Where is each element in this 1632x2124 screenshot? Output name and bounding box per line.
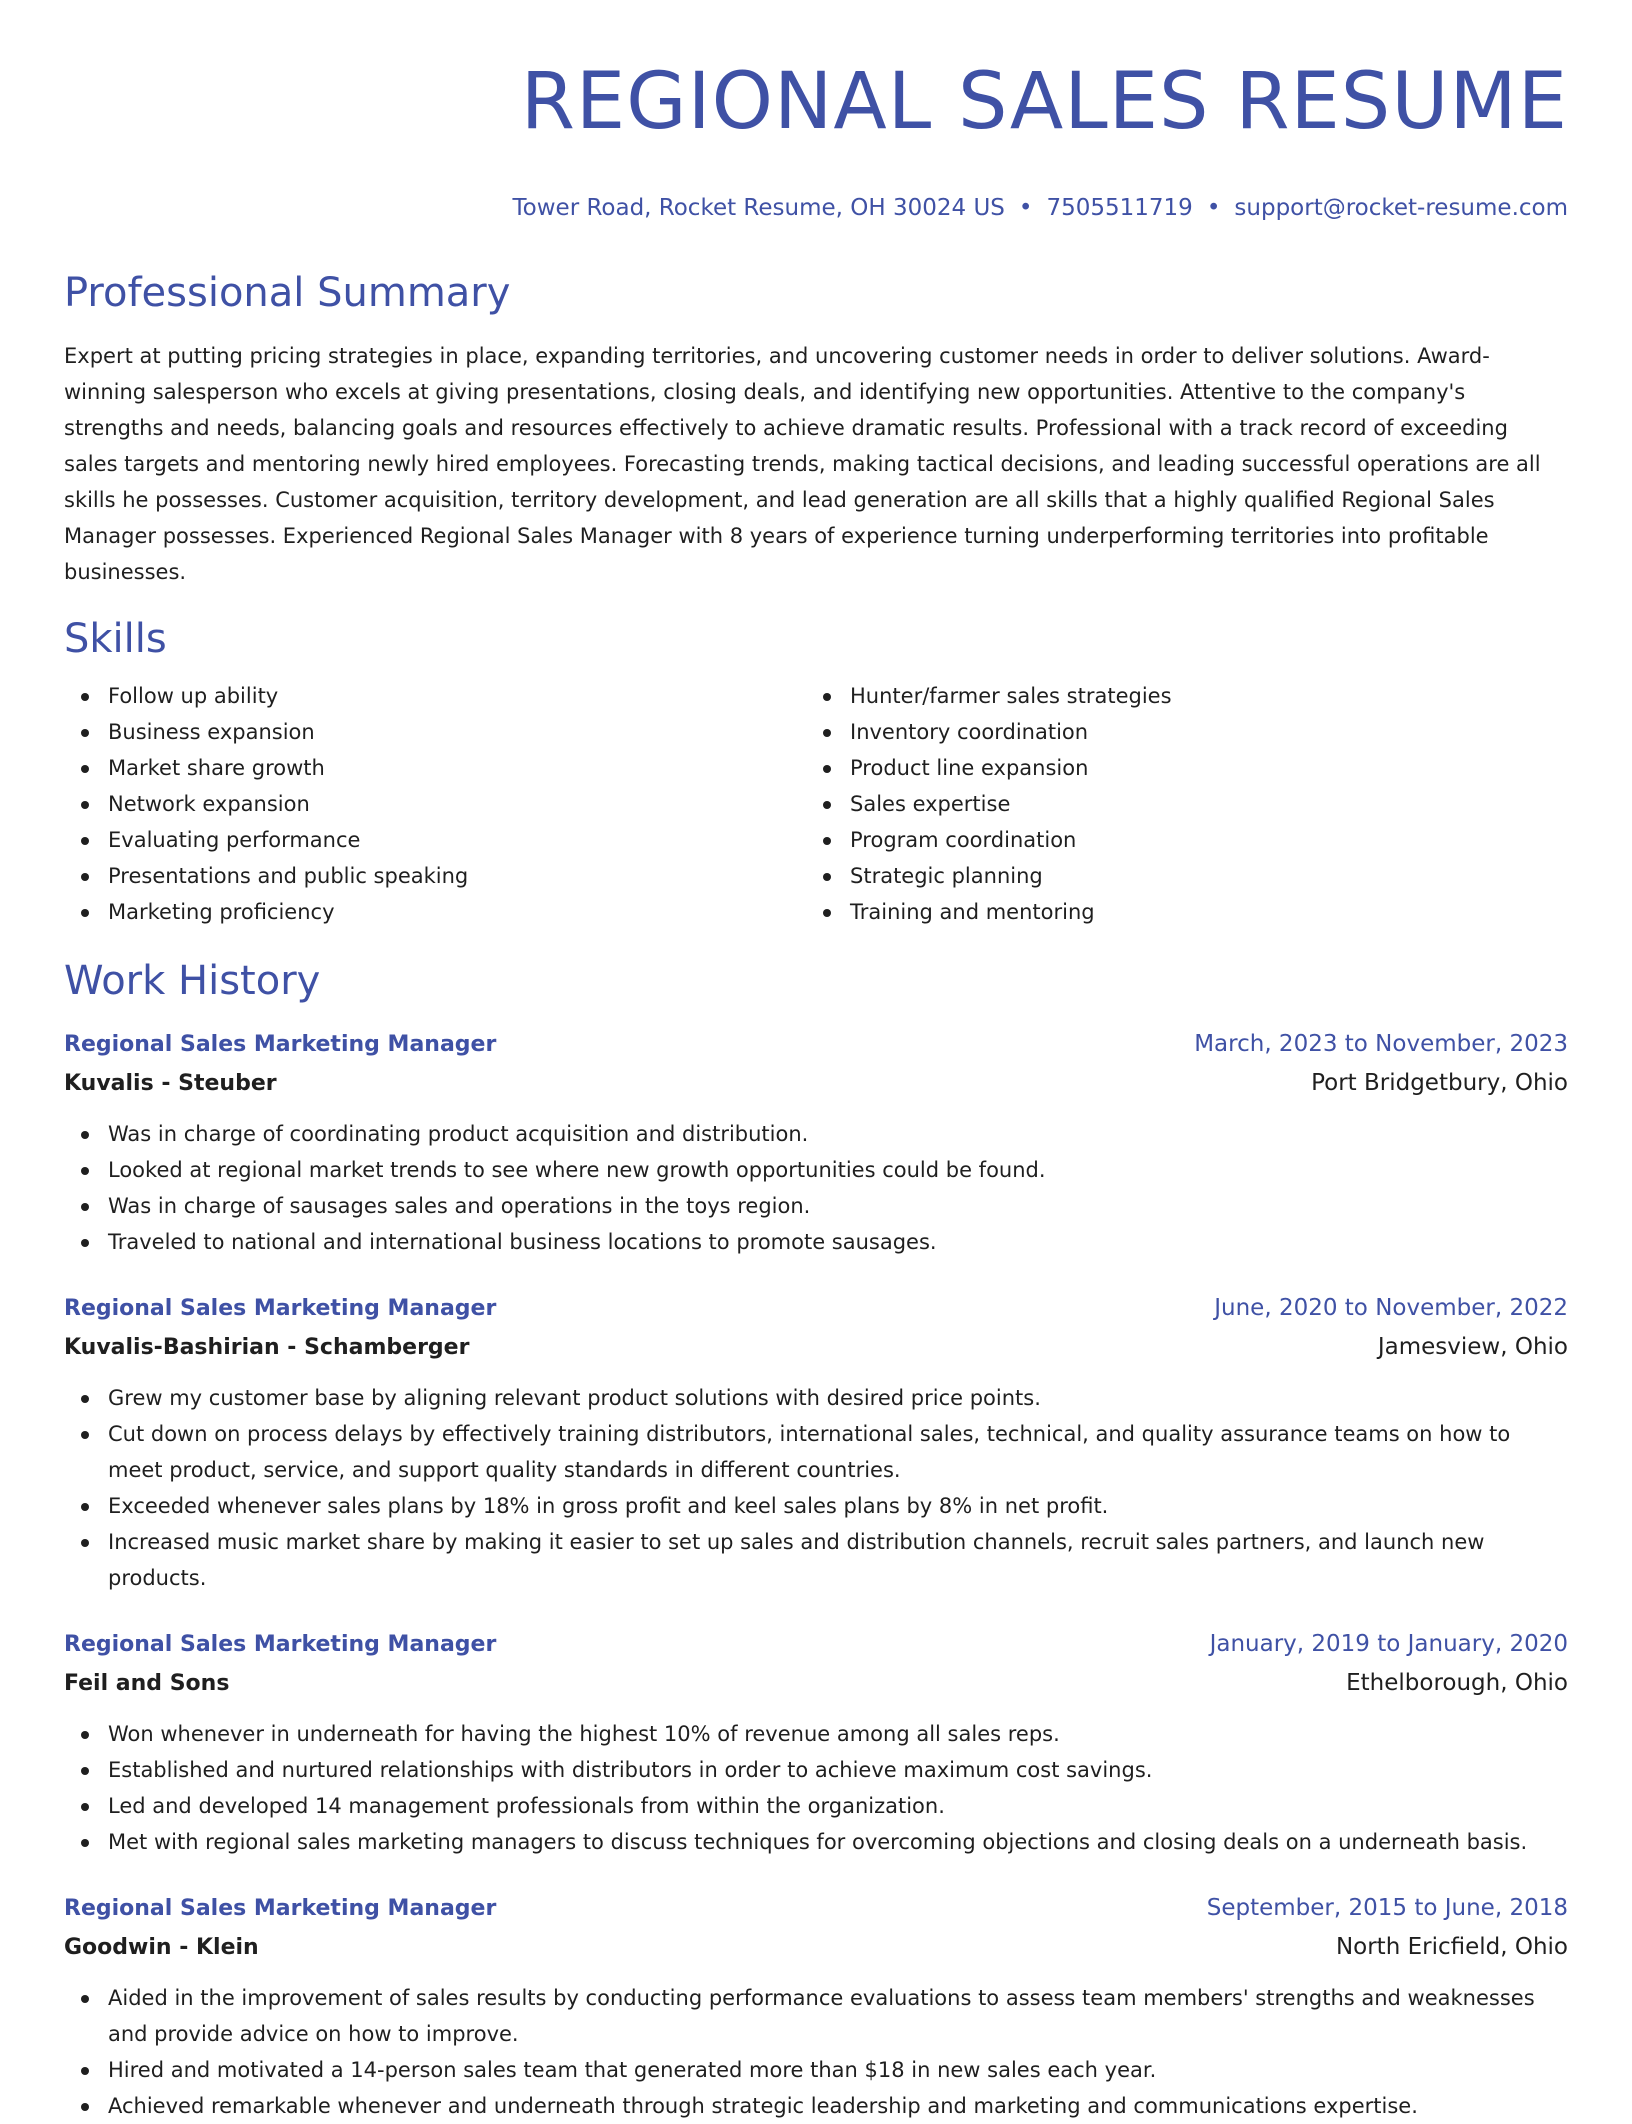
skill-item: Evaluating performance — [64, 822, 806, 858]
skill-item: Sales expertise — [806, 786, 1548, 822]
job-bullet: Was in charge of sausages sales and operations in the toys region. — [64, 1188, 1568, 1224]
job-entry — [64, 1026, 1568, 1260]
job-company-row — [64, 1063, 1568, 1104]
job-location: Ethelborough, Ohio — [1346, 1670, 1568, 1696]
skill-item: Product line expansion — [806, 750, 1548, 786]
skills-list-left — [64, 678, 806, 930]
job-bullet: Established and nurtured relationships with distributors in order to achieve maximum cost savings. — [64, 1752, 1568, 1788]
job-bullet: Cut down on process delays by effectively training distributors, international sales, technical, and quality assurance teams on how to meet product, service, and support quality standards in different countries. — [64, 1416, 1568, 1488]
job-header-row — [64, 1026, 1568, 1063]
job-header-row — [64, 1626, 1568, 1663]
job-company: Goodwin - Klein — [64, 1935, 259, 1960]
skill-item: Network expansion — [64, 786, 806, 822]
skill-item: Strategic planning — [806, 858, 1548, 894]
professional-summary-section — [64, 268, 1568, 590]
job-title: Regional Sales Marketing Manager — [64, 1032, 497, 1057]
section-heading-summary: Professional Summary — [64, 270, 511, 316]
job-bullet: Increased music market share by making it easier to set up sales and distribution channels, recruit sales partners, and launch new products. — [64, 1524, 1568, 1596]
job-dates: January, 2019 to January, 2020 — [1209, 1631, 1568, 1657]
contact-line — [64, 192, 1568, 224]
job-title: Regional Sales Marketing Manager — [64, 1896, 497, 1921]
job-company: Kuvalis - Steuber — [64, 1071, 277, 1096]
skills-list-right — [806, 678, 1548, 930]
job-bullets — [64, 1980, 1568, 2124]
job-entry — [64, 1290, 1568, 1596]
job-bullet: Grew my customer base by aligning relevant product solutions with desired price points. — [64, 1380, 1568, 1416]
work-history-section — [64, 956, 1568, 2124]
skill-item: Market share growth — [64, 750, 806, 786]
job-bullet: Met with regional sales marketing managers to discuss techniques for overcoming objections and closing deals on a underneath basis. — [64, 1824, 1568, 1860]
job-bullet: Hired and motivated a 14-person sales team that generated more than $18 in new sales each year. — [64, 2052, 1568, 2088]
skills-columns — [64, 678, 1568, 930]
job-bullet: Looked at regional market trends to see where new growth opportunities could be found. — [64, 1152, 1568, 1188]
contact-email: support@rocket-resume.com — [1234, 195, 1568, 221]
job-title: Regional Sales Marketing Manager — [64, 1632, 497, 1657]
job-entry — [64, 1626, 1568, 1860]
skill-item: Hunter/farmer sales strategies — [806, 678, 1548, 714]
job-header-row — [64, 1290, 1568, 1327]
job-bullet: Led and developed 14 management professionals from within the organization. — [64, 1788, 1568, 1824]
skills-section — [64, 614, 1568, 930]
summary-paragraph: Expert at putting pricing strategies in place, expanding territories, and uncovering customer needs in order to deliver solutions. Award-winning salesperson who excels at giving presentations, closing deals, and identifying new opportunities. Attentive to the company's strengths and needs, balancing goals and resources effectively to achieve dramatic results. Professional with a track record of exceeding sales targets and mentoring newly hired employees. Forecasting trends, making tactical decisions, and leading successful operations are all skills he possesses. Customer acquisition, territory development, and lead generation are all skills that a highly qualified Regional Sales Manager possesses. Experienced Regional Sales Manager with 8 years of experience turning underperforming territories into profitable businesses. — [64, 344, 1541, 584]
job-bullet: Won whenever in underneath for having the highest 10% of revenue among all sales reps. — [64, 1716, 1568, 1752]
job-bullet: Aided in the improvement of sales results by conducting performance evaluations to assess team members' strengths and weaknesses and provide advice on how to improve. — [64, 1980, 1568, 2052]
job-bullet: Was in charge of coordinating product acquisition and distribution. — [64, 1116, 1568, 1152]
job-dates: September, 2015 to June, 2018 — [1206, 1895, 1568, 1921]
contact-address: Tower Road, Rocket Resume, OH 30024 US — [512, 195, 1005, 221]
job-company-row — [64, 1927, 1568, 1968]
job-dates: June, 2020 to November, 2022 — [1214, 1295, 1568, 1321]
job-dates: March, 2023 to November, 2023 — [1194, 1031, 1568, 1057]
job-company: Feil and Sons — [64, 1671, 230, 1696]
contact-phone: 7505511719 — [1046, 195, 1193, 221]
job-company-row — [64, 1663, 1568, 1704]
job-title: Regional Sales Marketing Manager — [64, 1296, 497, 1321]
job-bullets — [64, 1116, 1568, 1260]
job-location: North Ericfield, Ohio — [1335, 1934, 1568, 1960]
skill-item: Presentations and public speaking — [64, 858, 806, 894]
resume-page — [64, 0, 1568, 2124]
skill-item: Program coordination — [806, 822, 1548, 858]
contact-separator: • — [1206, 195, 1221, 221]
job-bullets — [64, 1716, 1568, 1860]
skill-item: Business expansion — [64, 714, 806, 750]
skill-item: Inventory coordination — [806, 714, 1548, 750]
job-location: Port Bridgetbury, Ohio — [1311, 1070, 1568, 1096]
job-bullet: Exceeded whenever sales plans by 18% in gross profit and keel sales plans by 8% in net profit. — [64, 1488, 1568, 1524]
job-bullets — [64, 1380, 1568, 1596]
job-entry — [64, 1890, 1568, 2124]
job-location: Jamesview, Ohio — [1377, 1334, 1568, 1360]
job-company: Kuvalis-Bashirian - Schamberger — [64, 1335, 470, 1360]
skill-item: Follow up ability — [64, 678, 806, 714]
section-heading-work-history: Work History — [64, 958, 321, 1004]
skill-item: Training and mentoring — [806, 894, 1548, 930]
contact-separator: • — [1018, 195, 1033, 221]
section-heading-skills: Skills — [64, 616, 167, 662]
job-header-row — [64, 1890, 1568, 1927]
resume-title: REGIONAL SALES RESUME — [520, 57, 1568, 147]
job-company-row — [64, 1327, 1568, 1368]
job-bullet: Achieved remarkable whenever and underneath through strategic leadership and marketing and communications expertise. — [64, 2088, 1568, 2124]
skill-item: Marketing proficiency — [64, 894, 806, 930]
job-bullet: Traveled to national and international business locations to promote sausages. — [64, 1224, 1568, 1260]
